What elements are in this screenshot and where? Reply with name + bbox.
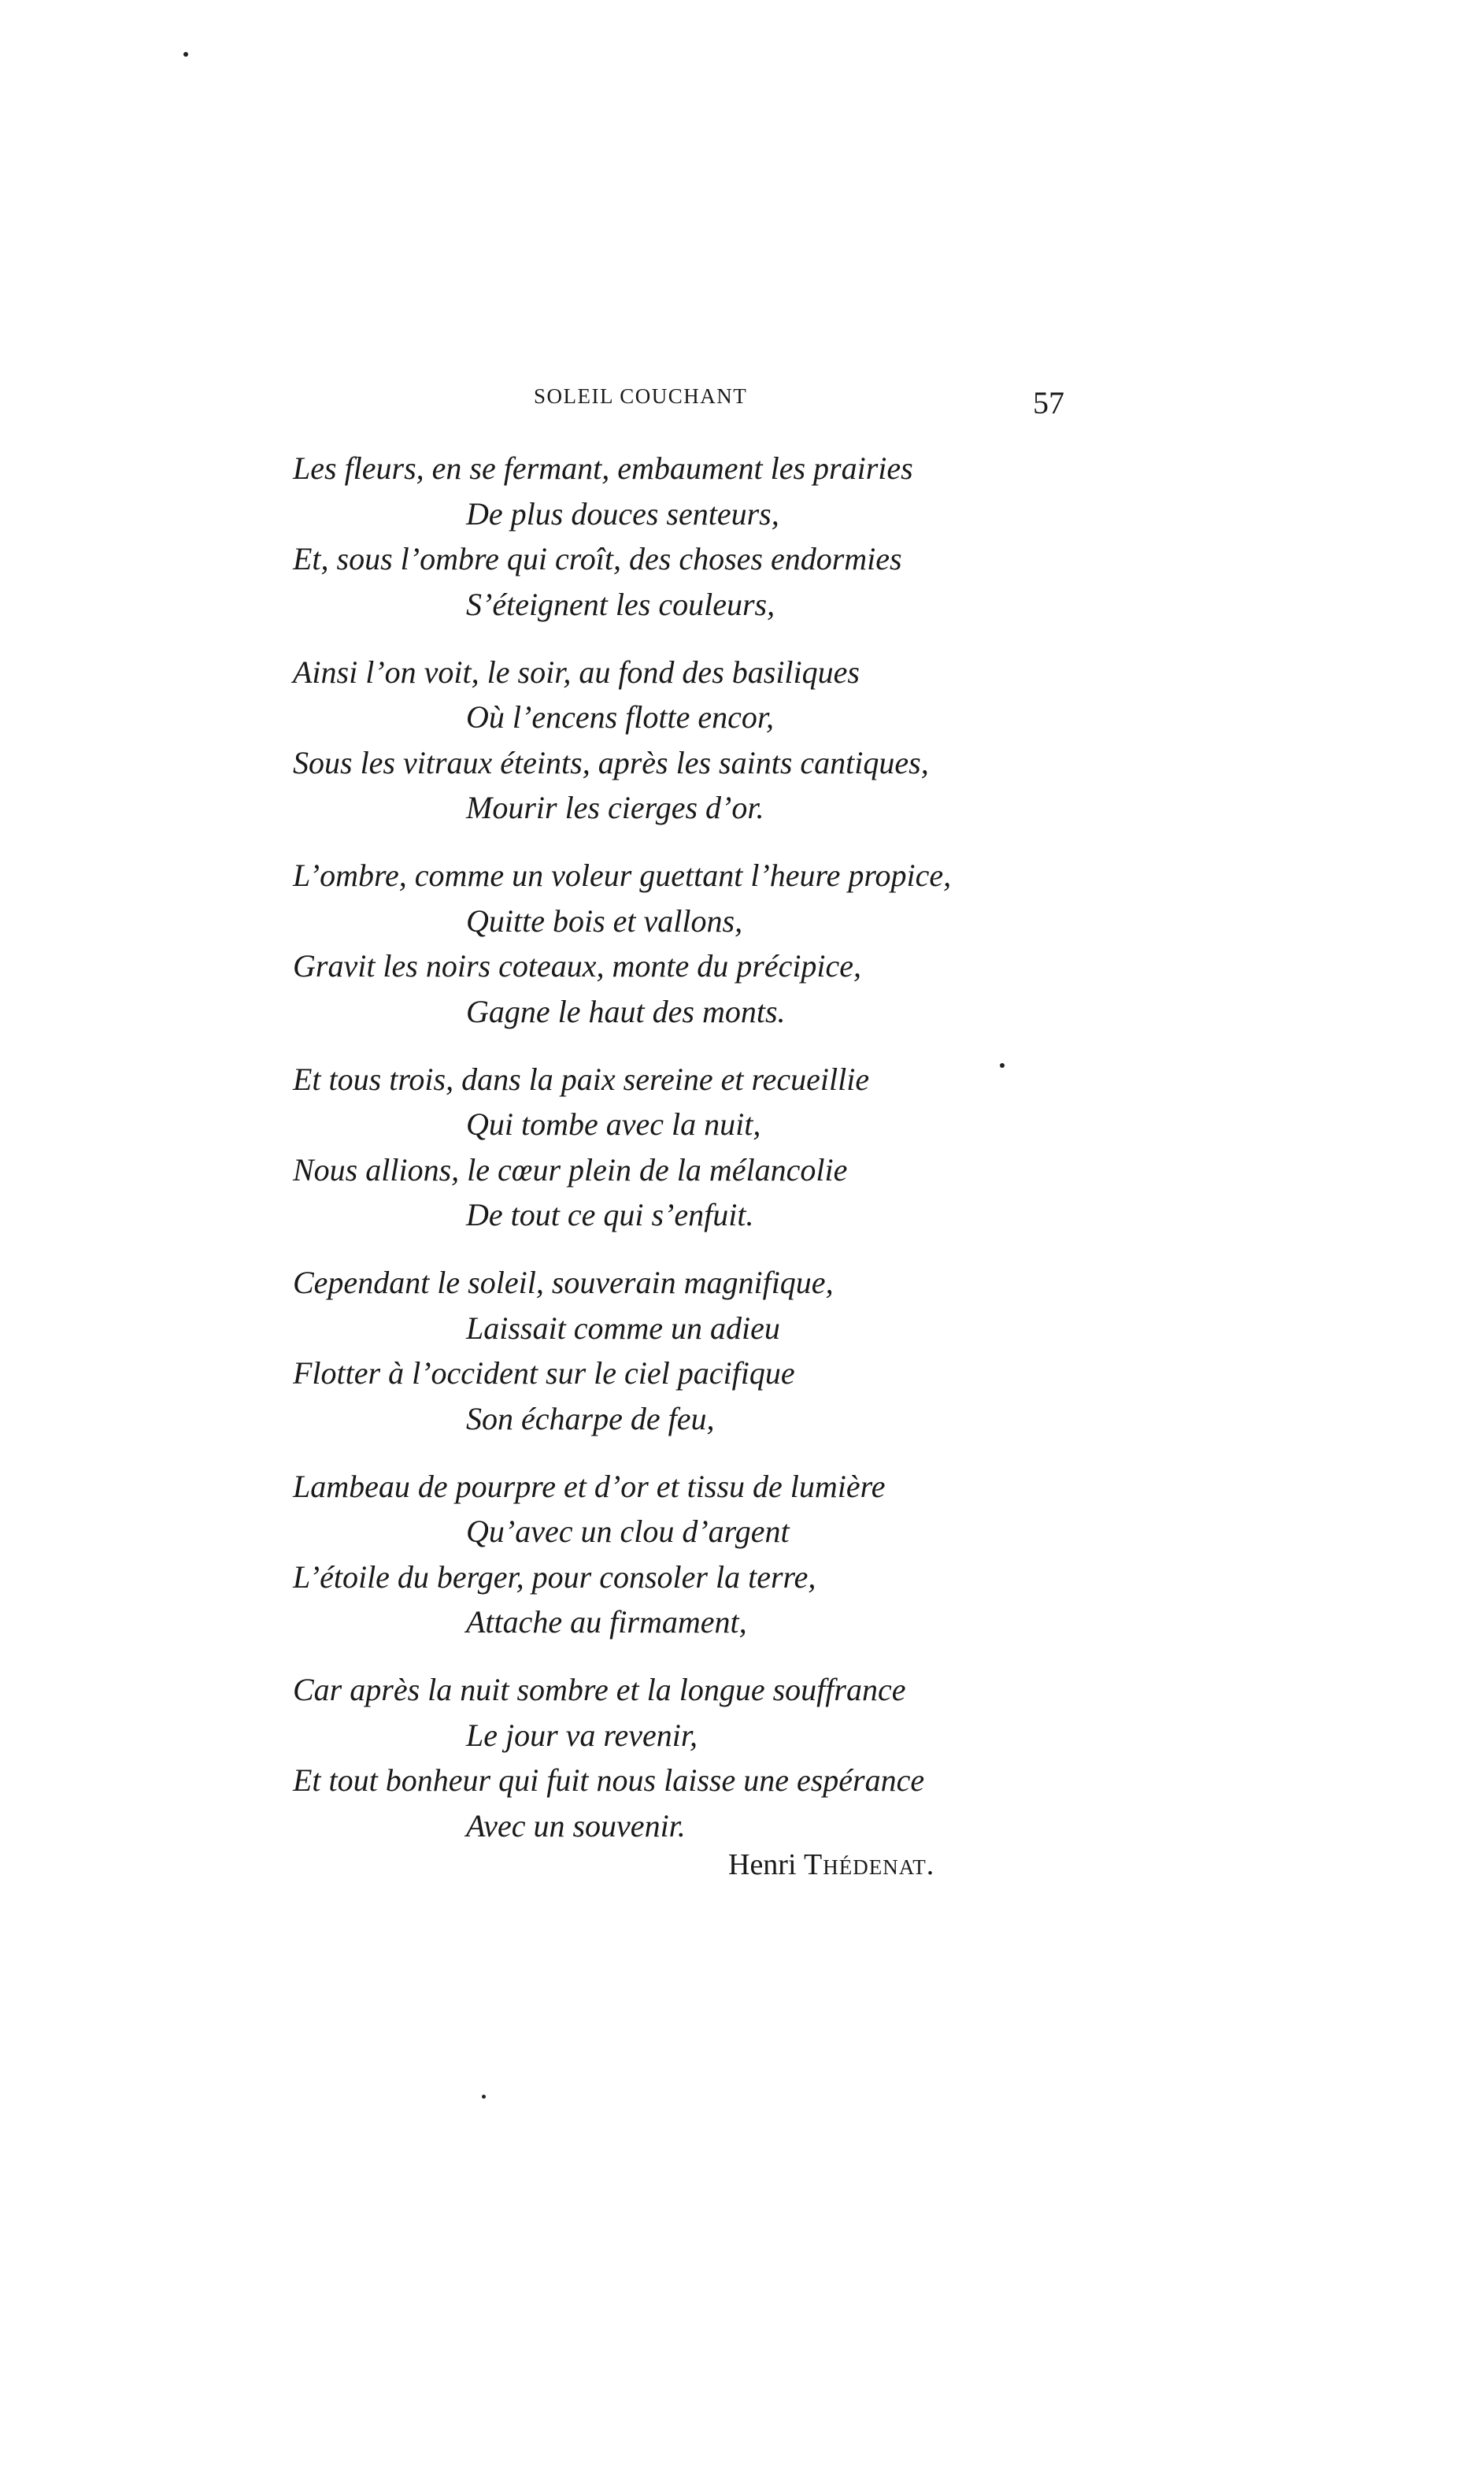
poem-line: Qu’avec un clou d’argent bbox=[466, 1514, 790, 1549]
page-number: 57 bbox=[1033, 385, 1064, 421]
stanza bbox=[293, 1464, 1080, 1645]
poem-line: Laissait comme un adieu bbox=[466, 1310, 780, 1346]
poem-line: L’étoile du berger, pour consoler la terre, bbox=[293, 1558, 816, 1595]
poem-line: Gagne le haut des monts. bbox=[466, 993, 786, 1029]
stanza bbox=[293, 1667, 1080, 1848]
poem-line: S’éteignent les couleurs, bbox=[466, 586, 775, 622]
paper-speck bbox=[482, 2095, 486, 2099]
stanza bbox=[293, 853, 1080, 1034]
poem-line: Car après la nuit sombre et la longue souffrance bbox=[293, 1672, 906, 1707]
poem-line: Flotter à l’occident sur le ciel pacifique bbox=[293, 1355, 795, 1391]
poem-line: Où l’encens flotte encor, bbox=[466, 699, 774, 735]
author-last-name: Thédenat. bbox=[804, 1848, 935, 1881]
paper-speck bbox=[183, 52, 188, 57]
stanza bbox=[293, 1260, 1080, 1441]
stanza bbox=[293, 446, 1080, 627]
author-first-name: Henri bbox=[728, 1848, 797, 1881]
poem-line: Cependant le soleil, souverain magnifique, bbox=[293, 1265, 834, 1300]
running-header: SOLEIL COUCHANT bbox=[534, 384, 748, 408]
poem-line: L’ombre, comme un voleur guettant l’heure propice, bbox=[293, 858, 952, 893]
poem-line: De plus douces senteurs, bbox=[466, 495, 779, 532]
stanza bbox=[293, 650, 1080, 831]
poem-line: Nous allions, le cœur plein de la mélancolie bbox=[293, 1151, 848, 1188]
poem-line: Lambeau de pourpre et d’or et tissu de lumière bbox=[293, 1468, 886, 1504]
poem-line: Mourir les cierges d’or. bbox=[466, 790, 764, 825]
stanza bbox=[293, 1057, 1080, 1238]
poem-line: Les fleurs, en se fermant, embaument les prairies bbox=[293, 450, 913, 486]
poem-line: Et tous trois, dans la paix sereine et recueillie bbox=[293, 1061, 870, 1097]
poem-line: Avec un souvenir. bbox=[466, 1807, 686, 1844]
paper-speck bbox=[1000, 1063, 1005, 1068]
poem-line: De tout ce qui s’enfuit. bbox=[466, 1197, 754, 1232]
poem-line: Attache au firmament, bbox=[466, 1604, 747, 1640]
poem-line: Ainsi l’on voit, le soir, au fond des basiliques bbox=[293, 654, 860, 690]
poem-line: Qui tombe avec la nuit, bbox=[466, 1106, 761, 1142]
poem-line: Sous les vitraux éteints, après les saints cantiques, bbox=[293, 744, 929, 780]
poem-line: Quitte bois et vallons, bbox=[466, 902, 743, 939]
author-signature bbox=[728, 1847, 934, 1882]
poem bbox=[293, 446, 1080, 1871]
poem-line: Gravit les noirs coteaux, monte du précipice, bbox=[293, 948, 862, 984]
poem-line: Son écharpe de feu, bbox=[466, 1400, 715, 1436]
poem-line: Et, sous l’ombre qui croît, des choses endormies bbox=[293, 541, 902, 576]
poem-line: Le jour va revenir, bbox=[466, 1717, 698, 1753]
poem-line: Et tout bonheur qui fuit nous laisse une espérance bbox=[293, 1762, 925, 1798]
